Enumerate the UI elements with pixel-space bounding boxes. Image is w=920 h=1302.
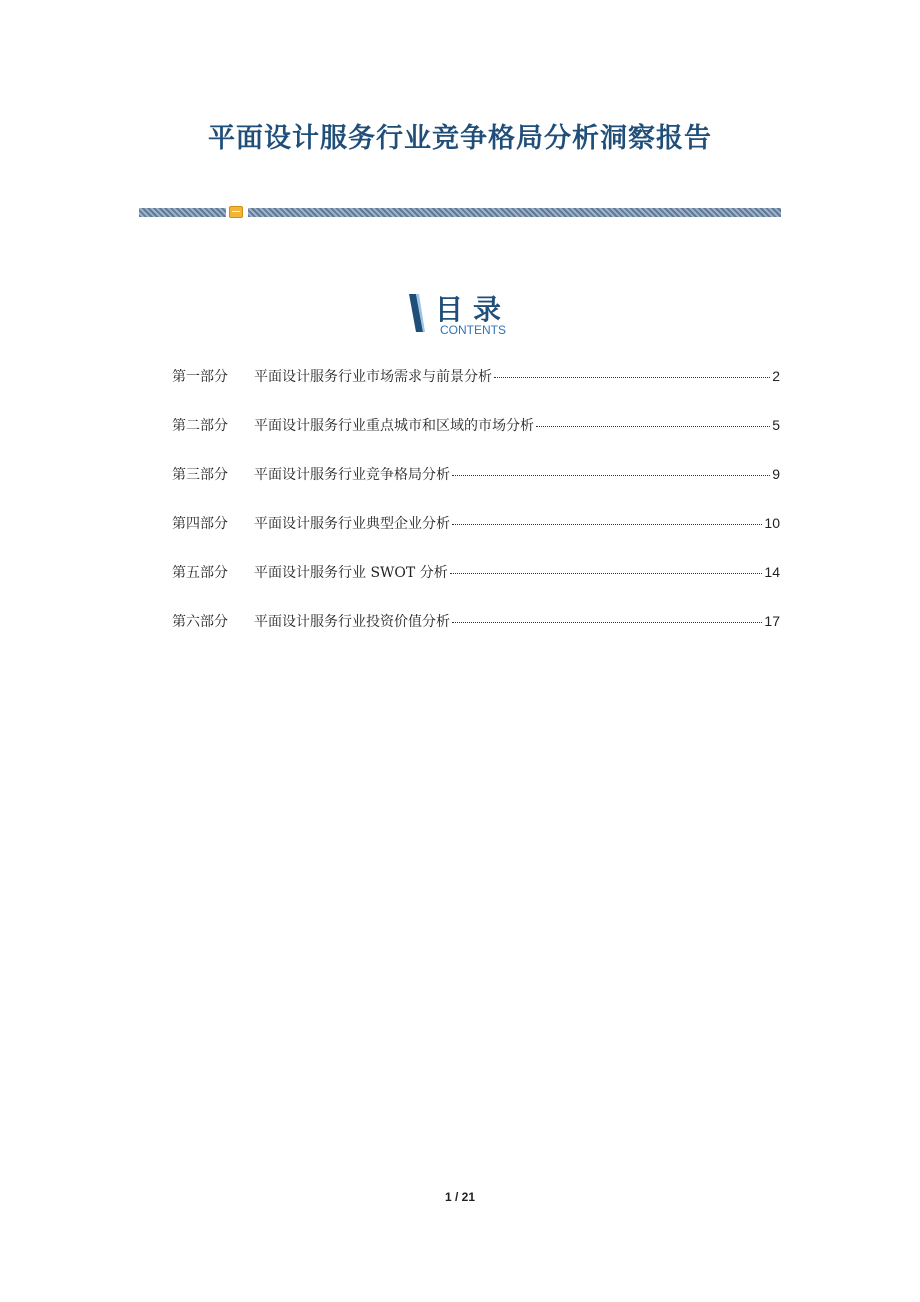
- page-number: 1 / 21: [444, 1190, 476, 1204]
- toc-dot-leader: [450, 572, 763, 574]
- toc-entry-page: 9: [772, 466, 780, 482]
- toc-entry-label: 平面设计服务行业重点城市和区域的市场分析: [254, 418, 534, 434]
- toc-entry-label: 平面设计服务行业市场需求与前景分析: [254, 369, 492, 385]
- document-title: 平面设计服务行业竞争格局分析洞察报告: [208, 123, 712, 154]
- toc-entry-label: 平面设计服务行业 SWOT 分析: [254, 565, 448, 581]
- toc-entry-page: 10: [764, 515, 780, 531]
- toc-entry-page: 2: [772, 368, 780, 384]
- toc-heading: 目录: [435, 293, 512, 326]
- toc-entry-label: 平面设计服务行业竞争格局分析: [254, 467, 450, 483]
- toc-subheading: CONTENTS: [440, 323, 506, 337]
- toc-bar-icon: [407, 294, 425, 332]
- toc-entry[interactable]: [172, 562, 780, 611]
- toc-entry[interactable]: [172, 611, 780, 660]
- toc-entry[interactable]: [172, 415, 780, 464]
- toc-entry-part: 第三部分: [172, 467, 228, 483]
- toc-entry[interactable]: [172, 464, 780, 513]
- divider-marker-icon: [229, 206, 243, 218]
- toc-entry-part: 第六部分: [172, 614, 228, 630]
- toc-entry-part: 第一部分: [172, 369, 228, 385]
- toc-entry-part: 第五部分: [172, 565, 228, 581]
- toc-header: [407, 292, 537, 340]
- toc-entry-page: 17: [764, 613, 780, 629]
- toc-entry-part: 第四部分: [172, 516, 228, 532]
- table-of-contents: [172, 366, 780, 660]
- toc-dot-leader: [452, 474, 770, 476]
- toc-entry-label: 平面设计服务行业投资价值分析: [254, 614, 450, 630]
- divider-left: [139, 208, 226, 217]
- toc-dot-leader: [494, 376, 770, 378]
- toc-entry-page: 14: [764, 564, 780, 580]
- toc-entry-part: 第二部分: [172, 418, 228, 434]
- toc-entry[interactable]: [172, 513, 780, 562]
- toc-dot-leader: [536, 425, 770, 427]
- toc-dot-leader: [452, 621, 762, 623]
- toc-entry-page: 5: [772, 417, 780, 433]
- toc-entry[interactable]: [172, 366, 780, 415]
- divider-right: [248, 208, 781, 217]
- toc-dot-leader: [452, 523, 762, 525]
- toc-entry-label: 平面设计服务行业典型企业分析: [254, 516, 450, 532]
